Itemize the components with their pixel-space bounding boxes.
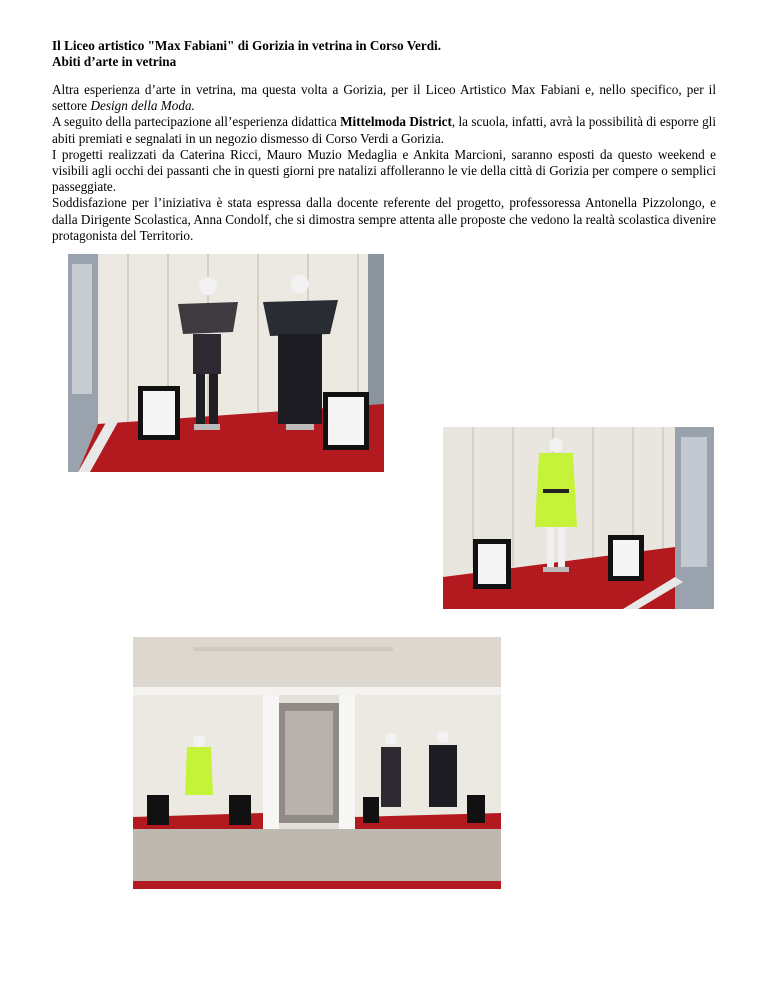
paragraph-2-strong: Mittelmoda District	[340, 114, 452, 130]
paragraph-2	[52, 114, 716, 146]
paragraph-3: I progetti realizzati da Caterina Ricci, Mauro Muzio Medaglia e Ankita Marcioni, saranno esposti da questo weekend e visibili agli occhi dei passanti che in questi giorni pre natalizi affolleranno le vie della città di Gorizia per compere o semplici passeggiate.	[52, 146, 716, 195]
title-line-1: Il Liceo artistico "Max Fabiani" di Gorizia in vetrina in Corso Verdi.	[52, 38, 442, 53]
paragraph-1-text: Altra esperienza d’arte in vetrina, ma questa volta a Gorizia, per il Liceo Artistico Max Fabiani e, nello specifico, per il settore	[52, 82, 716, 114]
article-body	[52, 82, 716, 244]
title-line-2: Abiti d’arte in vetrina	[52, 54, 177, 69]
paragraph-1	[52, 82, 716, 114]
photo-shop-front	[133, 637, 501, 889]
paragraph-1-emphasis: Design della Moda.	[90, 98, 195, 114]
article-title	[52, 38, 441, 70]
paragraph-2-text-a: A seguito della partecipazione all’esperienza didattica	[52, 114, 341, 130]
photo-window-two-mannequins	[68, 254, 384, 472]
paragraph-4: Soddisfazione per l’iniziativa è stata espressa dalla docente referente del progetto, professoressa Antonella Pizzolongo, e dalla Dirigente Scolastica, Anna Condolf, che si dimostra sempre attenta alle proposte che vedono la realtà scolastica divenire protagonista del Territorio.	[52, 195, 716, 243]
photo-window-neon-dress	[443, 427, 714, 609]
paragraph-2-text-b: , la scuola, infatti, avrà la possibilità di esporre gli abiti premiati e segnalati in un negozio dismesso di Corso Verdi a Gorizia.	[52, 114, 716, 146]
